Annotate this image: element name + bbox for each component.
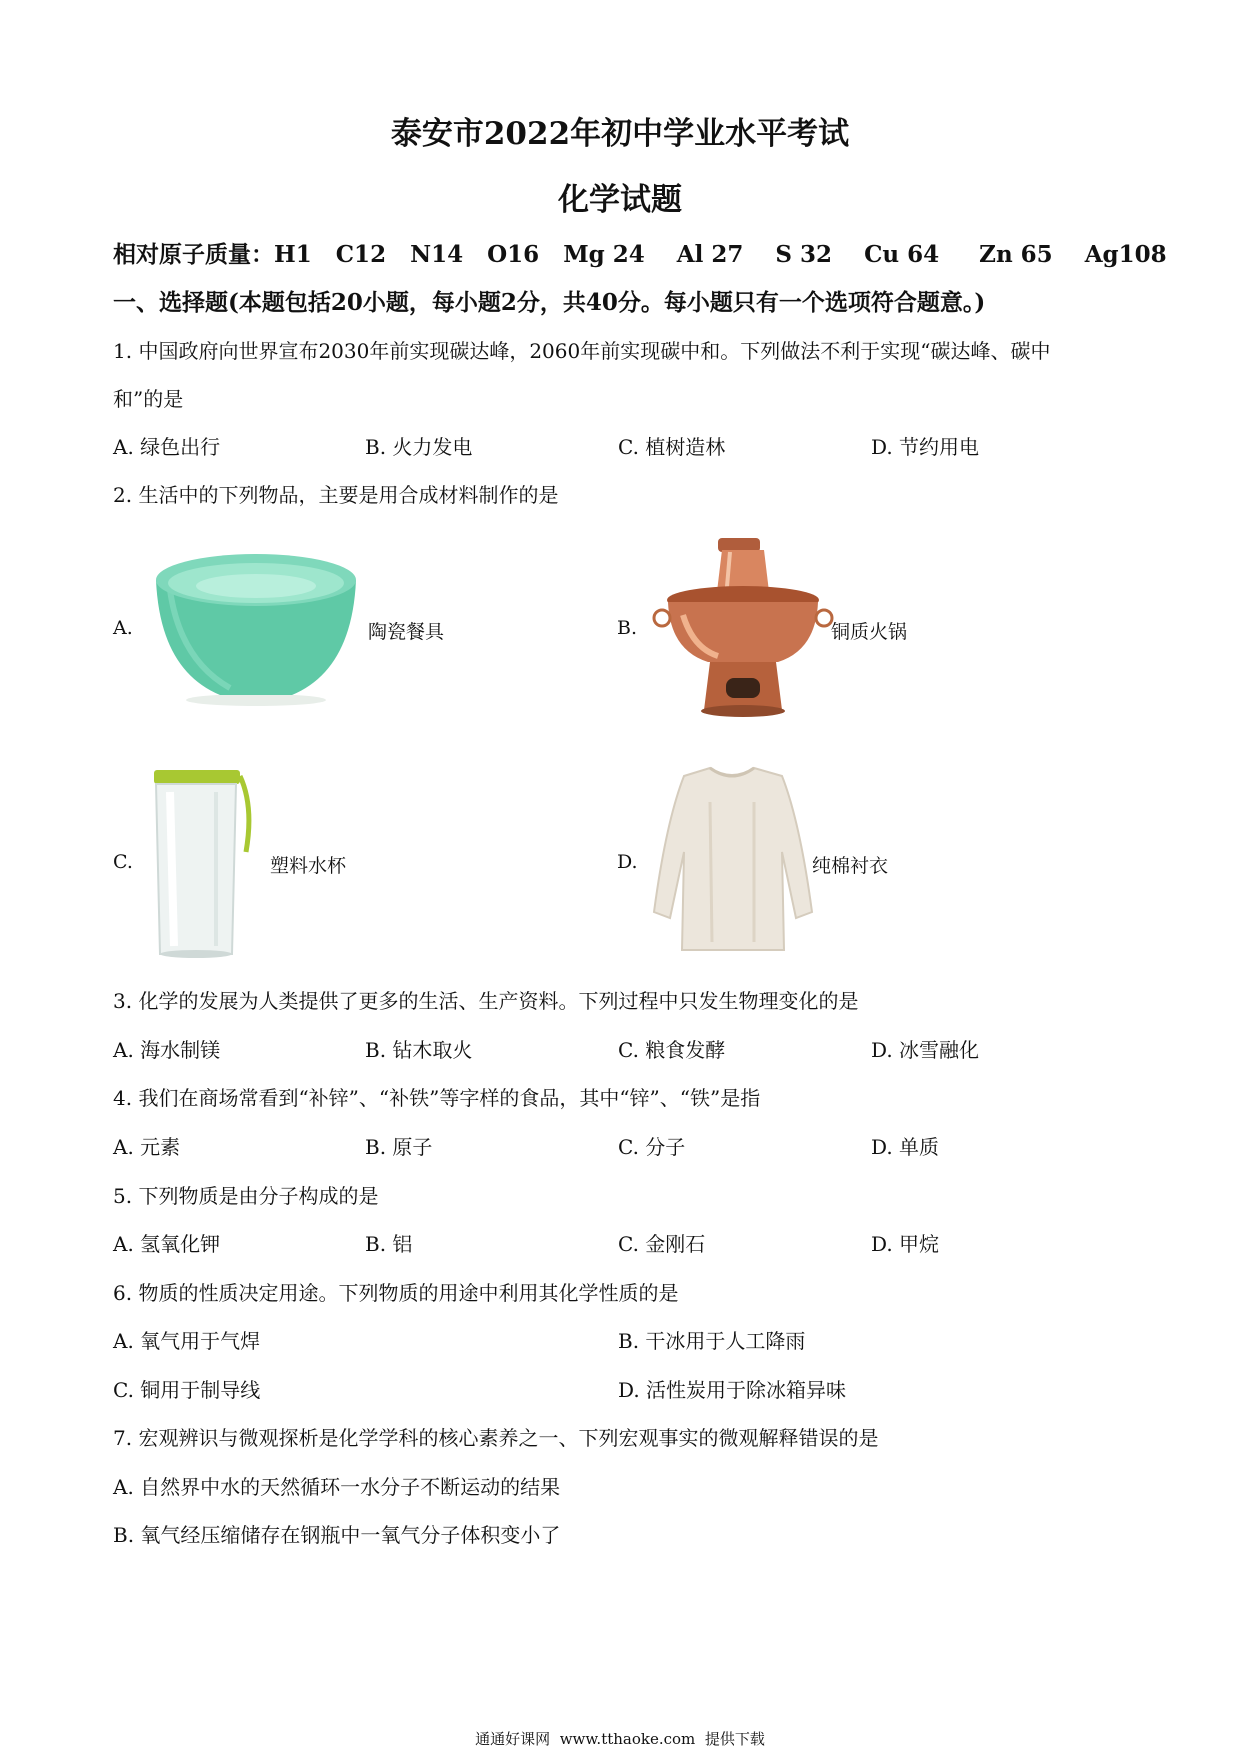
exam-subtitle: 化学试题 [558,182,682,218]
footer-download-note: 通通好课网 www.tthaoke.com 提供下载 [475,1730,765,1748]
q6-option-c: C. 铜用于制导线 [113,1378,261,1402]
q2-option-c-letter: C. [113,851,133,873]
q2-text: 2. 生活中的下列物品，主要是用合成材料制作的是 [113,483,559,507]
copper-hotpot-image [648,530,838,720]
q1-option-a: A. 绿色出行 [113,435,221,459]
q5-option-c: C. 金刚石 [618,1232,706,1256]
q2-option-c-label: 塑料水杯 [270,855,347,877]
q4-option-c: C. 分子 [618,1135,686,1159]
q5-option-a: A. 氢氧化钾 [113,1232,221,1256]
q5-text: 5. 下列物质是由分子构成的是 [113,1184,379,1208]
q2-option-b-label: 铜质火锅 [831,621,908,643]
q6-option-d: D. 活性炭用于除冰箱异味 [618,1378,847,1402]
section-heading: 一、选择题(本题包括20小题，每小题2分，共40分。每小题只有一个选项符合题意。) [113,289,986,316]
q4-option-d: D. 单质 [871,1135,940,1159]
q1-text-line2: 和”的是 [113,387,184,411]
q6-text: 6. 物质的性质决定用途。下列物质的用途中利用其化学性质的是 [113,1281,679,1305]
q1-option-d: D. 节约用电 [871,435,980,459]
q3-option-b: B. 钻木取火 [365,1038,473,1062]
q4-option-a: A. 元素 [113,1135,181,1159]
q7-option-b: B. 氧气经压缩储存在钢瓶中一氧气分子体积变小了 [113,1523,561,1547]
q2-option-a-letter: A. [113,617,133,639]
q6-option-a: A. 氧气用于气焊 [113,1329,261,1353]
q3-option-a: A. 海水制镁 [113,1038,221,1062]
q5-option-b: B. 铝 [365,1232,413,1256]
q2-option-d-label: 纯棉衬衣 [812,855,889,877]
q6-option-b: B. 干冰用于人工降雨 [618,1329,806,1353]
atomic-masses: 相对原子质量：H1 C12 N14 O16 Mg 24 Al 27 S 32 Cu 64 Zn 65 Ag108 [113,241,1167,268]
q1-text-line1: 1. 中国政府向世界宣布2030年前实现碳达峰，2060年前实现碳中和。下列做法不利于实现“碳达峰、碳中 [113,339,1051,363]
q1-option-b: B. 火力发电 [365,435,473,459]
q5-option-d: D. 甲烷 [871,1232,940,1256]
q4-option-b: B. 原子 [365,1135,433,1159]
q3-text: 3. 化学的发展为人类提供了更多的生活、生产资料。下列过程中只发生物理变化的是 [113,989,859,1013]
q2-option-a-label: 陶瓷餐具 [368,621,445,643]
q3-option-d: D. 冰雪融化 [871,1038,980,1062]
q2-option-d-letter: D. [617,851,638,873]
plastic-cup-image [146,766,256,962]
q7-text: 7. 宏观辨识与微观探析是化学学科的核心素养之一、下列宏观事实的微观解释错误的是 [113,1426,879,1450]
q3-option-c: C. 粮食发酵 [618,1038,726,1062]
exam-title: 泰安市2022年初中学业水平考试 [390,116,850,152]
q4-text: 4. 我们在商场常看到“补锌”、“补铁”等字样的食品，其中“锌”、“铁”是指 [113,1086,761,1110]
ceramic-bowl-image [150,550,362,710]
q7-option-a: A. 自然界中水的天然循环一水分子不断运动的结果 [113,1475,561,1499]
q2-option-b-letter: B. [617,617,638,639]
q1-option-c: C. 植树造林 [618,435,726,459]
cotton-shirt-image [650,762,815,957]
